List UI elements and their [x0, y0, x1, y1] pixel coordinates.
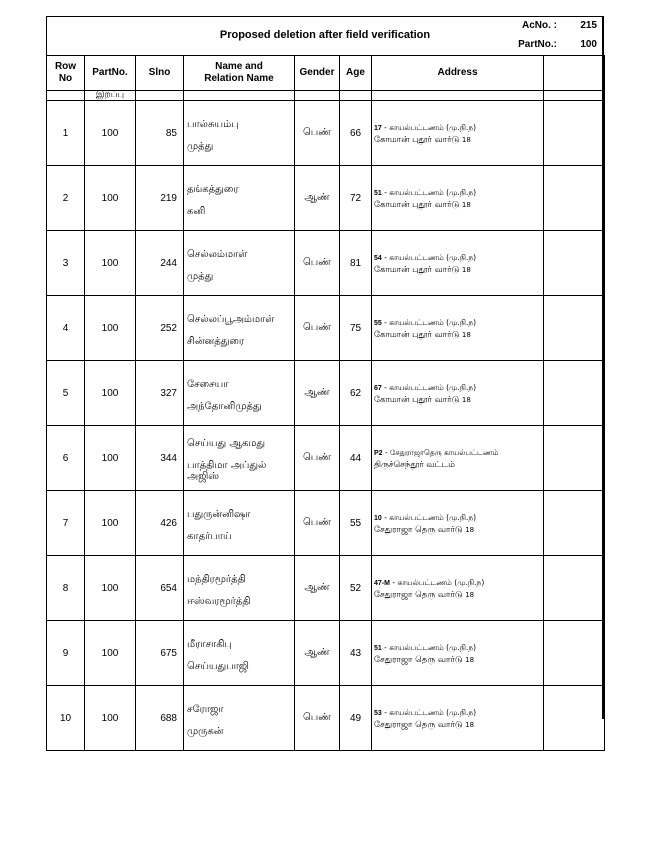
address-line1: 54 - காயல்பட்டணம் (மு.நி.ந) — [374, 253, 477, 262]
partno-label: PartNo.: — [518, 39, 557, 50]
serial-number: 252 — [136, 296, 184, 361]
name-cell — [184, 556, 295, 621]
section-tag: இறப்பு — [85, 91, 136, 101]
gender: ஆண் — [295, 556, 340, 621]
ward-number: 18 — [461, 331, 471, 339]
row-number: 5 — [47, 361, 85, 426]
address-street: கோமான் புதூர் வார்டு — [374, 200, 460, 210]
serial-number: 327 — [136, 361, 184, 426]
serial-number: 675 — [136, 621, 184, 686]
address-cell — [372, 621, 544, 686]
row-number: 6 — [47, 426, 85, 491]
address-line2 — [374, 654, 543, 667]
table-row — [47, 231, 605, 296]
house-number: 67 — [374, 385, 382, 392]
name-cell — [184, 686, 295, 751]
address-street: சேதுராஜா தெரு வார்டு — [374, 655, 463, 665]
col-header-name-line1: Name and — [215, 61, 263, 72]
house-number: 17 — [374, 125, 382, 132]
serial-number: 85 — [136, 101, 184, 166]
col-header-gender: Gender — [295, 56, 340, 91]
address-street: சேதுராஜா தெரு வார்டு — [374, 525, 463, 535]
relation-name: சின்னத்துரை — [187, 335, 245, 347]
address-line1: 51 - காயல்பட்டணம் (மு.நி.ந) — [374, 643, 477, 652]
address-line2 — [374, 459, 543, 472]
name-cell — [184, 231, 295, 296]
address-locality: காயல்பட்டணம் (மு.நி.ந) — [397, 578, 485, 587]
relation-name: முத்து — [187, 270, 214, 282]
deletion-table — [46, 55, 605, 751]
table-row — [47, 621, 605, 686]
section-cell — [136, 91, 184, 101]
part-number: 100 — [85, 101, 136, 166]
address-line2 — [374, 524, 543, 537]
name-cell — [184, 296, 295, 361]
address-locality: காயல்பட்டணம் (மு.நி.ந) — [389, 513, 477, 522]
address-cell — [372, 361, 544, 426]
address-line2 — [374, 134, 543, 147]
ward-number: 18 — [465, 591, 475, 599]
part-number: 100 — [85, 426, 136, 491]
name-cell — [184, 101, 295, 166]
house-number: 10 — [374, 515, 382, 522]
ward-number: 18 — [465, 526, 475, 534]
name-cell — [184, 361, 295, 426]
elector-name: மந்திரமூர்த்தி — [187, 573, 246, 585]
house-number: 54 — [374, 255, 382, 262]
address-street: சேதுராஜா தெரு வார்டு — [374, 720, 463, 730]
elector-name: பால்சுயம்பு — [187, 118, 239, 130]
address-street: கோமான் புதூர் வார்டு — [374, 330, 460, 340]
house-number: 55 — [374, 320, 382, 327]
elector-name: சேசையா — [187, 378, 229, 390]
age: 49 — [340, 686, 372, 751]
relation-name: செய்யதுபாஜி — [187, 660, 249, 672]
address-street: கோமான் புதூர் வார்டு — [374, 135, 460, 145]
blank-cell — [544, 686, 605, 751]
serial-number: 219 — [136, 166, 184, 231]
address-line2 — [374, 719, 543, 732]
acno-field — [522, 20, 597, 31]
address-locality: காயல்பட்டணம் (மு.நி.ந) — [389, 253, 477, 262]
blank-cell — [544, 621, 605, 686]
right-border — [602, 16, 604, 719]
address-locality: காயல்பட்டணம் (மு.நி.ந) — [389, 123, 477, 132]
col-header-slno: Slno — [136, 56, 184, 91]
serial-number: 244 — [136, 231, 184, 296]
address-line1: 10 - காயல்பட்டணம் (மு.நி.ந) — [374, 513, 477, 522]
address-line1: 55 - காயல்பட்டணம் (மு.நி.ந) — [374, 318, 477, 327]
blank-cell — [544, 101, 605, 166]
relation-name: காதர்பாய் — [187, 530, 232, 542]
row-number: 8 — [47, 556, 85, 621]
gender: பெண் — [295, 231, 340, 296]
age: 62 — [340, 361, 372, 426]
age: 75 — [340, 296, 372, 361]
relation-name: ஈஸ்வரமூர்த்தி — [187, 595, 251, 607]
blank-cell — [544, 361, 605, 426]
name-cell — [184, 621, 295, 686]
serial-number: 344 — [136, 426, 184, 491]
section-cell — [184, 91, 295, 101]
part-number: 100 — [85, 296, 136, 361]
relation-name: முருகன் — [187, 725, 224, 737]
table-row — [47, 686, 605, 751]
col-header-name — [184, 56, 295, 91]
address-locality: காயல்பட்டணம் (மு.நி.ந) — [389, 708, 477, 717]
serial-number: 426 — [136, 491, 184, 556]
col-header-partno: PartNo. — [85, 56, 136, 91]
blank-cell — [544, 296, 605, 361]
table-body — [47, 91, 605, 751]
col-header-age: Age — [340, 56, 372, 91]
age: 43 — [340, 621, 372, 686]
section-cell — [372, 91, 544, 101]
blank-cell — [544, 556, 605, 621]
house-number: 51 — [374, 190, 382, 197]
elector-name: சரோஜா — [187, 703, 224, 715]
row-number: 1 — [47, 101, 85, 166]
address-locality: காயல்பட்டணம் (மு.நி.ந) — [389, 643, 477, 652]
table-row — [47, 166, 605, 231]
address-cell — [372, 231, 544, 296]
address-cell — [372, 166, 544, 231]
address-locality: காயல்பட்டணம் (மு.நி.ந) — [389, 383, 477, 392]
address-cell — [372, 491, 544, 556]
table-row — [47, 426, 605, 491]
table-row — [47, 101, 605, 166]
age: 66 — [340, 101, 372, 166]
gender: ஆண் — [295, 361, 340, 426]
gender: பெண் — [295, 491, 340, 556]
part-number: 100 — [85, 361, 136, 426]
address-line2 — [374, 199, 543, 212]
part-number: 100 — [85, 166, 136, 231]
house-number: 47-M — [374, 580, 390, 587]
address-cell — [372, 686, 544, 751]
part-number: 100 — [85, 621, 136, 686]
section-cell — [295, 91, 340, 101]
elector-name: தங்கத்துரை — [187, 183, 239, 195]
row-number: 7 — [47, 491, 85, 556]
ward-number: 18 — [465, 721, 475, 729]
blank-cell — [544, 166, 605, 231]
row-number: 10 — [47, 686, 85, 751]
table-row — [47, 556, 605, 621]
address-locality: காயல்பட்டணம் (மு.நி.ந) — [389, 188, 477, 197]
age: 52 — [340, 556, 372, 621]
address-locality: காயல்பட்டணம் (மு.நி.ந) — [389, 318, 477, 327]
age: 44 — [340, 426, 372, 491]
part-number: 100 — [85, 231, 136, 296]
gender: ஆண் — [295, 621, 340, 686]
address-street: திருச்செந்தூர் வட்டம் — [374, 460, 455, 470]
section-cell — [544, 91, 605, 101]
section-cell — [340, 91, 372, 101]
elector-name: பதுருன்னிஷா — [187, 508, 251, 520]
address-cell — [372, 101, 544, 166]
address-line1: 51 - காயல்பட்டணம் (மு.நி.ந) — [374, 188, 477, 197]
name-cell — [184, 166, 295, 231]
ward-number: 18 — [461, 201, 471, 209]
age: 55 — [340, 491, 372, 556]
table-row — [47, 296, 605, 361]
part-number: 100 — [85, 491, 136, 556]
relation-name: பாத்திமா அப்துல் அஜிஸ் — [187, 460, 267, 482]
house-number: 53 — [374, 710, 382, 717]
address-locality: சேதுராஜாதெரு காயல்பட்டணம் — [390, 448, 499, 457]
deletion-list-page — [46, 16, 604, 751]
table-row — [47, 491, 605, 556]
table-header-row — [47, 56, 605, 91]
address-line2 — [374, 589, 543, 602]
house-number: 51 — [374, 645, 382, 652]
address-line2 — [374, 329, 543, 342]
address-line2 — [374, 264, 543, 277]
address-line2 — [374, 394, 543, 407]
relation-name: அந்தோனிமுத்து — [187, 400, 262, 412]
col-header-address: Address — [372, 56, 544, 91]
partno-value: 100 — [580, 39, 597, 50]
address-street: கோமான் புதூர் வார்டு — [374, 395, 460, 405]
section-cell — [47, 91, 85, 101]
blank-cell — [544, 491, 605, 556]
relation-name: கனி — [187, 205, 206, 217]
gender: பெண் — [295, 296, 340, 361]
acno-value: 215 — [580, 20, 597, 31]
name-cell — [184, 491, 295, 556]
address-cell — [372, 426, 544, 491]
relation-name: முத்து — [187, 140, 214, 152]
address-line1: P2 - சேதுராஜாதெரு காயல்பட்டணம் — [374, 448, 499, 457]
ward-number: 18 — [461, 396, 471, 404]
table-row — [47, 361, 605, 426]
elector-name: செய்யது ஆகமது — [187, 438, 266, 449]
page-title: Proposed deletion after field verification — [219, 29, 431, 41]
title-bar — [46, 16, 604, 55]
name-cell — [184, 426, 295, 491]
house-number: P2 — [374, 450, 383, 457]
ward-number: 18 — [465, 656, 475, 664]
ward-number: 18 — [461, 136, 471, 144]
section-row — [47, 91, 605, 101]
address-line1: 17 - காயல்பட்டணம் (மு.நி.ந) — [374, 123, 477, 132]
gender: பெண் — [295, 426, 340, 491]
row-number: 2 — [47, 166, 85, 231]
address-line1: 67 - காயல்பட்டணம் (மு.நி.ந) — [374, 383, 477, 392]
gender: பெண் — [295, 101, 340, 166]
row-number: 4 — [47, 296, 85, 361]
address-street: கோமான் புதூர் வார்டு — [374, 265, 460, 275]
address-line1: 47-M - காயல்பட்டணம் (மு.நி.ந) — [374, 578, 485, 587]
age: 81 — [340, 231, 372, 296]
address-line1: 53 - காயல்பட்டணம் (மு.நி.ந) — [374, 708, 477, 717]
part-number: 100 — [85, 556, 136, 621]
serial-number: 688 — [136, 686, 184, 751]
partno-field — [518, 39, 597, 50]
gender: ஆண் — [295, 166, 340, 231]
col-header-name-line2: Relation Name — [204, 73, 274, 84]
row-number: 3 — [47, 231, 85, 296]
blank-cell — [544, 426, 605, 491]
age: 72 — [340, 166, 372, 231]
part-number: 100 — [85, 686, 136, 751]
elector-name: செல்லம்மாள் — [187, 248, 248, 260]
serial-number: 654 — [136, 556, 184, 621]
address-cell — [372, 296, 544, 361]
address-street: சேதுராஜா தெரு வார்டு — [374, 590, 463, 600]
acno-label: AcNo. : — [522, 20, 557, 31]
col-header-rowno: Row No — [47, 56, 85, 91]
col-header-blank — [544, 56, 605, 91]
elector-name: மீராசாகிபு — [187, 638, 232, 650]
elector-name: செல்லப்பூஅம்மாள் — [187, 313, 275, 325]
blank-cell — [544, 231, 605, 296]
ward-number: 18 — [461, 266, 471, 274]
row-number: 9 — [47, 621, 85, 686]
address-cell — [372, 556, 544, 621]
gender: பெண் — [295, 686, 340, 751]
